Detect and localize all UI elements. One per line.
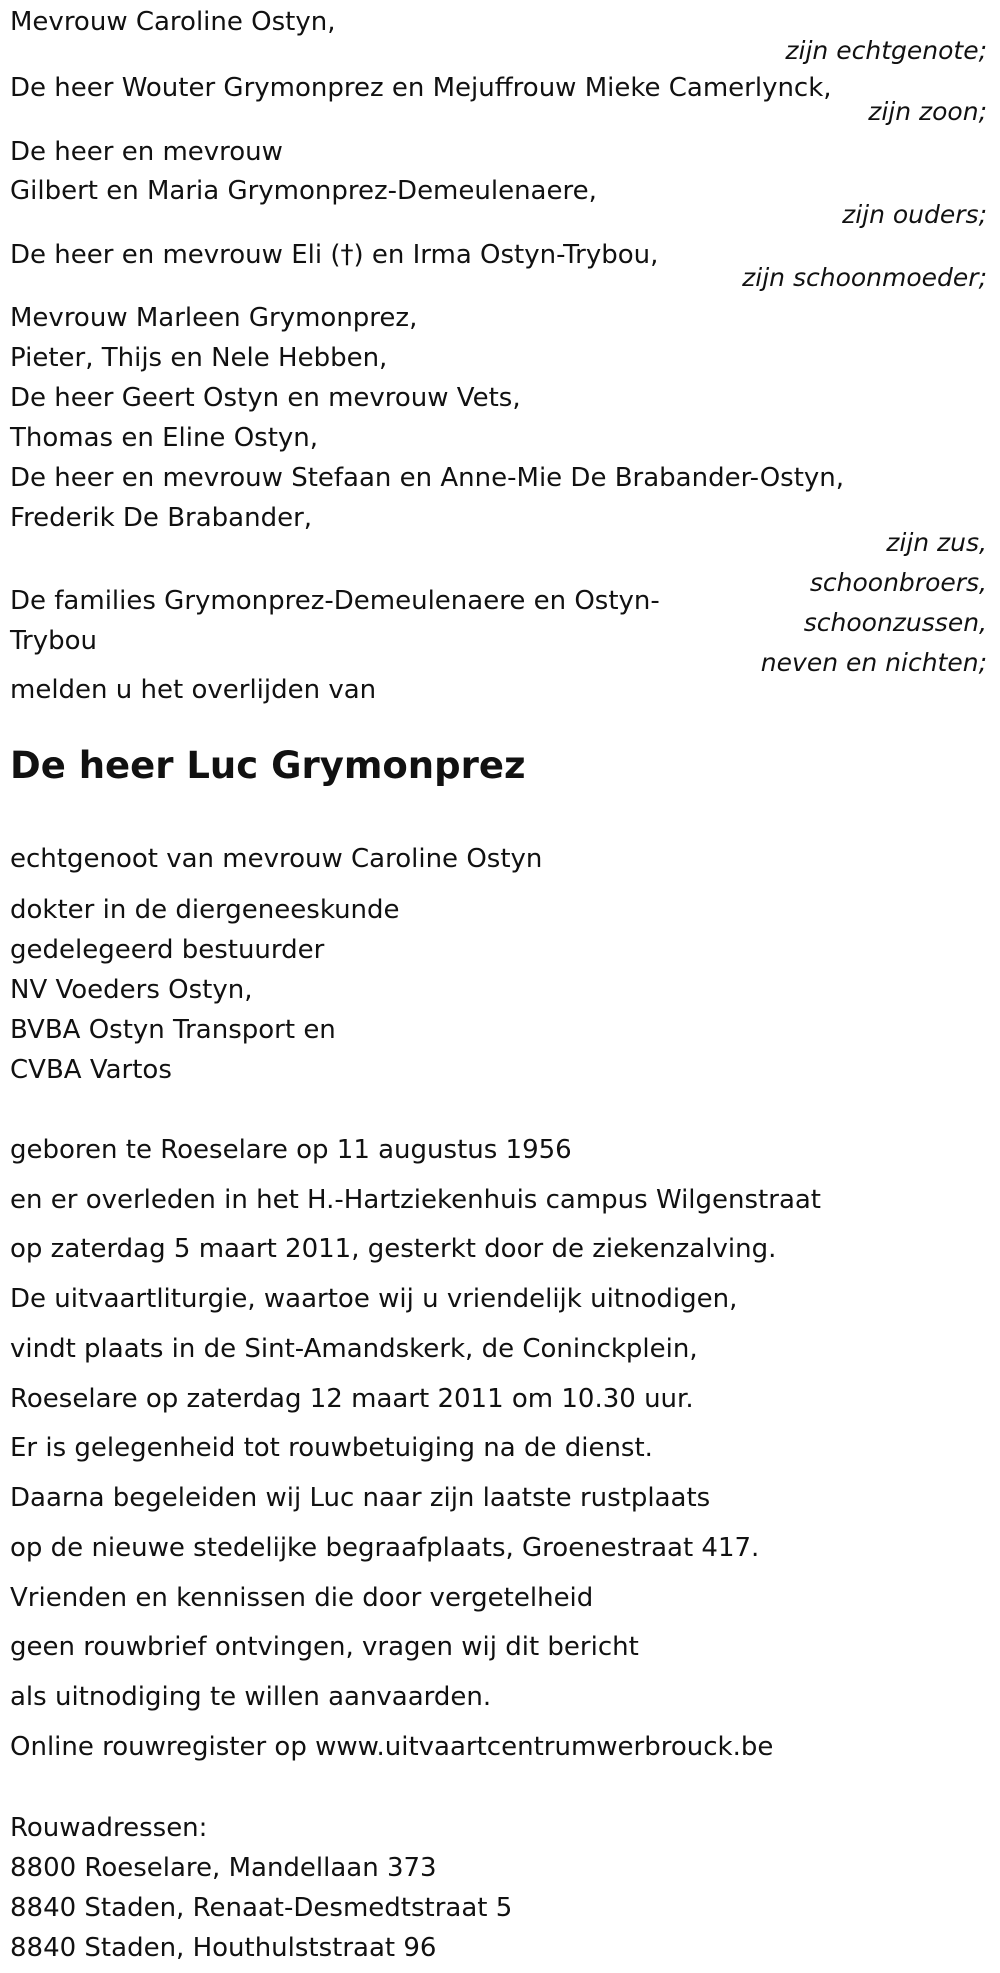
sibling-line: De heer en mevrouw Stefaan en Anne-Mie De Brabander-Ostyn, <box>10 463 845 493</box>
son-name: De heer Wouter Grymonprez en Mejuffrouw Mieke Camerlynck, <box>10 73 832 103</box>
families-line-2: Trybou <box>10 626 98 656</box>
address-line: 8800 Roeselare, Mandellaan 373 <box>10 1853 437 1883</box>
deceased-title: dokter in de diergeneeskunde <box>10 895 400 925</box>
detail-line: Er is gelegenheid tot rouwbetuiging na de dienst. <box>10 1433 653 1463</box>
detail-line: Daarna begeleiden wij Luc naar zijn laatste rustplaats <box>10 1483 711 1513</box>
detail-line: vindt plaats in de Sint-Amandskerk, de Coninckplein, <box>10 1334 698 1364</box>
sibling-line: Frederik De Brabander, <box>10 503 313 533</box>
families-line-1: De families Grymonprez-Demeulenaere en Ostyn- <box>10 586 660 616</box>
deceased-name: De heer Luc Grymonprez <box>10 744 526 787</box>
online-register: Online rouwregister op www.uitvaartcentrumwerbrouck.be <box>10 1732 774 1762</box>
sibling-line: Mevrouw Marleen Grymonprez, <box>10 303 418 333</box>
sibling-line: Thomas en Eline Ostyn, <box>10 423 319 453</box>
inlaws-name: De heer en mevrouw Eli (†) en Irma Ostyn-Trybou, <box>10 240 659 270</box>
parents-line-2: Gilbert en Maria Grymonprez-Demeulenaere, <box>10 176 597 206</box>
siblings-relation-line: neven en nichten; <box>760 648 987 677</box>
detail-line: De uitvaartliturgie, waartoe wij u vriendelijk uitnodigen, <box>10 1284 738 1314</box>
wife-relation: zijn echtgenote; <box>785 36 987 65</box>
detail-line: geen rouwbrief ontvingen, vragen wij dit bericht <box>10 1632 639 1662</box>
detail-line: geboren te Roeselare op 11 augustus 1956 <box>10 1135 572 1165</box>
inlaws-relation: zijn schoonmoeder; <box>742 263 987 292</box>
wife-name: Mevrouw Caroline Ostyn, <box>10 7 336 37</box>
deceased-spouse: echtgenoot van mevrouw Caroline Ostyn <box>10 844 543 874</box>
deceased-title: BVBA Ostyn Transport en <box>10 1015 336 1045</box>
deceased-title: NV Voeders Ostyn, <box>10 975 253 1005</box>
deceased-title: gedelegeerd bestuurder <box>10 935 325 965</box>
siblings-relation-line: schoonbroers, <box>809 568 987 597</box>
detail-line: op de nieuwe stedelijke begraafplaats, Groenestraat 417. <box>10 1533 760 1563</box>
detail-line: op zaterdag 5 maart 2011, gesterkt door de ziekenzalving. <box>10 1234 777 1264</box>
detail-line: Vrienden en kennissen die door vergetelheid <box>10 1583 594 1613</box>
address-line: 8840 Staden, Houthulststraat 96 <box>10 1933 437 1963</box>
parents-line-1: De heer en mevrouw <box>10 137 283 167</box>
detail-line: Roeselare op zaterdag 12 maart 2011 om 10.30 uur. <box>10 1384 694 1414</box>
detail-line: als uitnodiging te willen aanvaarden. <box>10 1682 492 1712</box>
announcement-text: melden u het overlijden van <box>10 675 377 705</box>
detail-line: en er overleden in het H.-Hartziekenhuis campus Wilgenstraat <box>10 1185 822 1215</box>
addresses-label: Rouwadressen: <box>10 1813 208 1843</box>
address-line: 8840 Staden, Renaat-Desmedtstraat 5 <box>10 1893 513 1923</box>
sibling-line: Pieter, Thijs en Nele Hebben, <box>10 343 388 373</box>
deceased-title: CVBA Vartos <box>10 1055 172 1085</box>
siblings-relation-line: schoonzussen, <box>803 608 987 637</box>
parents-relation: zijn ouders; <box>842 200 987 229</box>
son-relation: zijn zoon; <box>868 97 987 126</box>
siblings-relation-line: zijn zus, <box>886 528 987 557</box>
sibling-line: De heer Geert Ostyn en mevrouw Vets, <box>10 383 521 413</box>
